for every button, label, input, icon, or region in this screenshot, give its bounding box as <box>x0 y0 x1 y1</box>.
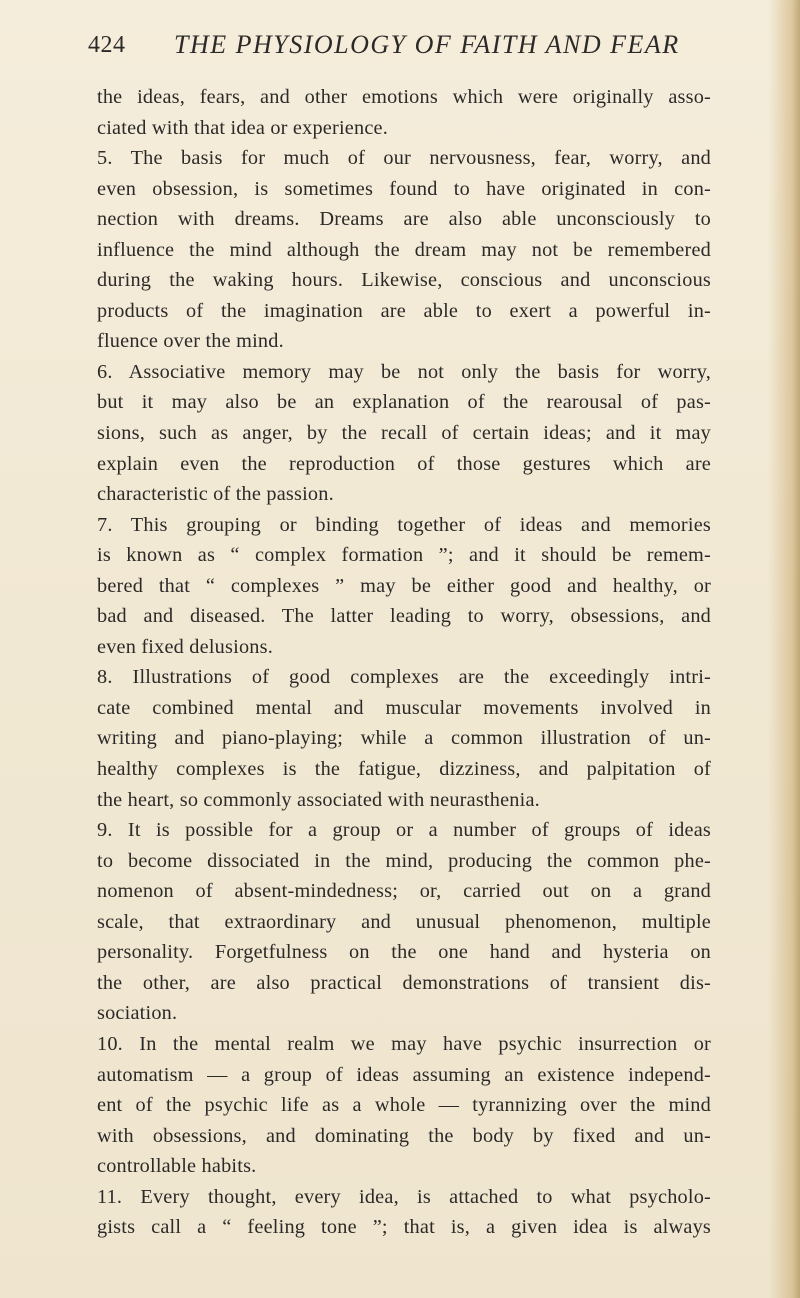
text-line: but it may also be an explanation of the rearousal of pas- <box>97 391 711 414</box>
page-number: 424 <box>88 32 126 58</box>
text-line: scale, that extraordinary and unusual phenomenon, multiple <box>97 910 711 933</box>
text-line: bad and diseased. The latter leading to worry, obsessions, and <box>97 605 711 628</box>
text-line: the heart, so commonly associated with neurasthenia. <box>97 788 540 811</box>
text-line: personality. Forgetfulness on the one hand and hysteria on <box>97 941 711 964</box>
text-line: to become dissociated in the mind, producing the common phe- <box>97 849 711 872</box>
text-line: gists call a “ feeling tone ”; that is, a given idea is always <box>97 1216 711 1239</box>
text-line: influence the mind although the dream may not be remembered <box>97 238 711 261</box>
text-line: ciated with that idea or experience. <box>97 116 388 139</box>
text-line: 9. It is possible for a group or a number of groups of ideas <box>97 819 711 842</box>
text-line: 6. Associative memory may be not only the basis for worry, <box>97 360 711 383</box>
text-line: nection with dreams. Dreams are also able unconsciously to <box>97 208 711 231</box>
text-line: even obsession, is sometimes found to have originated in con- <box>97 177 711 200</box>
text-line: automatism — a group of ideas assuming an existence independ- <box>97 1063 711 1086</box>
body-text <box>97 82 711 1243</box>
text-line: with obsessions, and dominating the body by fixed and un- <box>97 1124 711 1147</box>
text-line: ent of the psychic life as a whole — tyrannizing over the mind <box>97 1094 711 1117</box>
text-line: characteristic of the passion. <box>97 483 334 506</box>
text-line: cate combined mental and muscular movements involved in <box>97 696 711 719</box>
text-line: the ideas, fears, and other emotions which were originally asso- <box>97 86 711 108</box>
text-line: products of the imagination are able to exert a powerful in- <box>97 299 711 322</box>
text-line: is known as “ complex formation ”; and it should be remem- <box>97 544 711 567</box>
text-line: healthy complexes is the fatigue, dizziness, and palpitation of <box>97 758 711 781</box>
text-line: during the waking hours. Likewise, conscious and unconscious <box>97 269 711 292</box>
text-line: sions, such as anger, by the recall of certain ideas; and it may <box>97 422 711 445</box>
text-line: fluence over the mind. <box>97 330 284 353</box>
text-line: 7. This grouping or binding together of ideas and memories <box>97 513 711 536</box>
text-line: writing and piano-playing; while a common illustration of un- <box>97 727 711 750</box>
text-line: 11. Every thought, every idea, is attached to what psycholo- <box>97 1185 711 1208</box>
text-line: 5. The basis for much of our nervousness, fear, worry, and <box>97 147 711 170</box>
text-line: explain even the reproduction of those gestures which are <box>97 452 711 475</box>
text-line: even fixed delusions. <box>97 635 273 658</box>
text-line: 10. In the mental realm we may have psychic insurrection or <box>97 1032 711 1055</box>
text-line: bered that “ complexes ” may be either good and healthy, or <box>97 574 711 597</box>
text-line: sociation. <box>97 1002 178 1025</box>
text-line: 8. Illustrations of good complexes are the exceedingly intri- <box>97 666 711 689</box>
text-line: controllable habits. <box>97 1155 257 1178</box>
text-line: the other, are also practical demonstrations of transient dis- <box>97 971 711 994</box>
text-line: nomenon of absent-mindedness; or, carried out on a grand <box>97 880 711 903</box>
running-title: THE PHYSIOLOGY OF FAITH AND FEAR <box>174 30 680 59</box>
page-header <box>88 28 708 68</box>
